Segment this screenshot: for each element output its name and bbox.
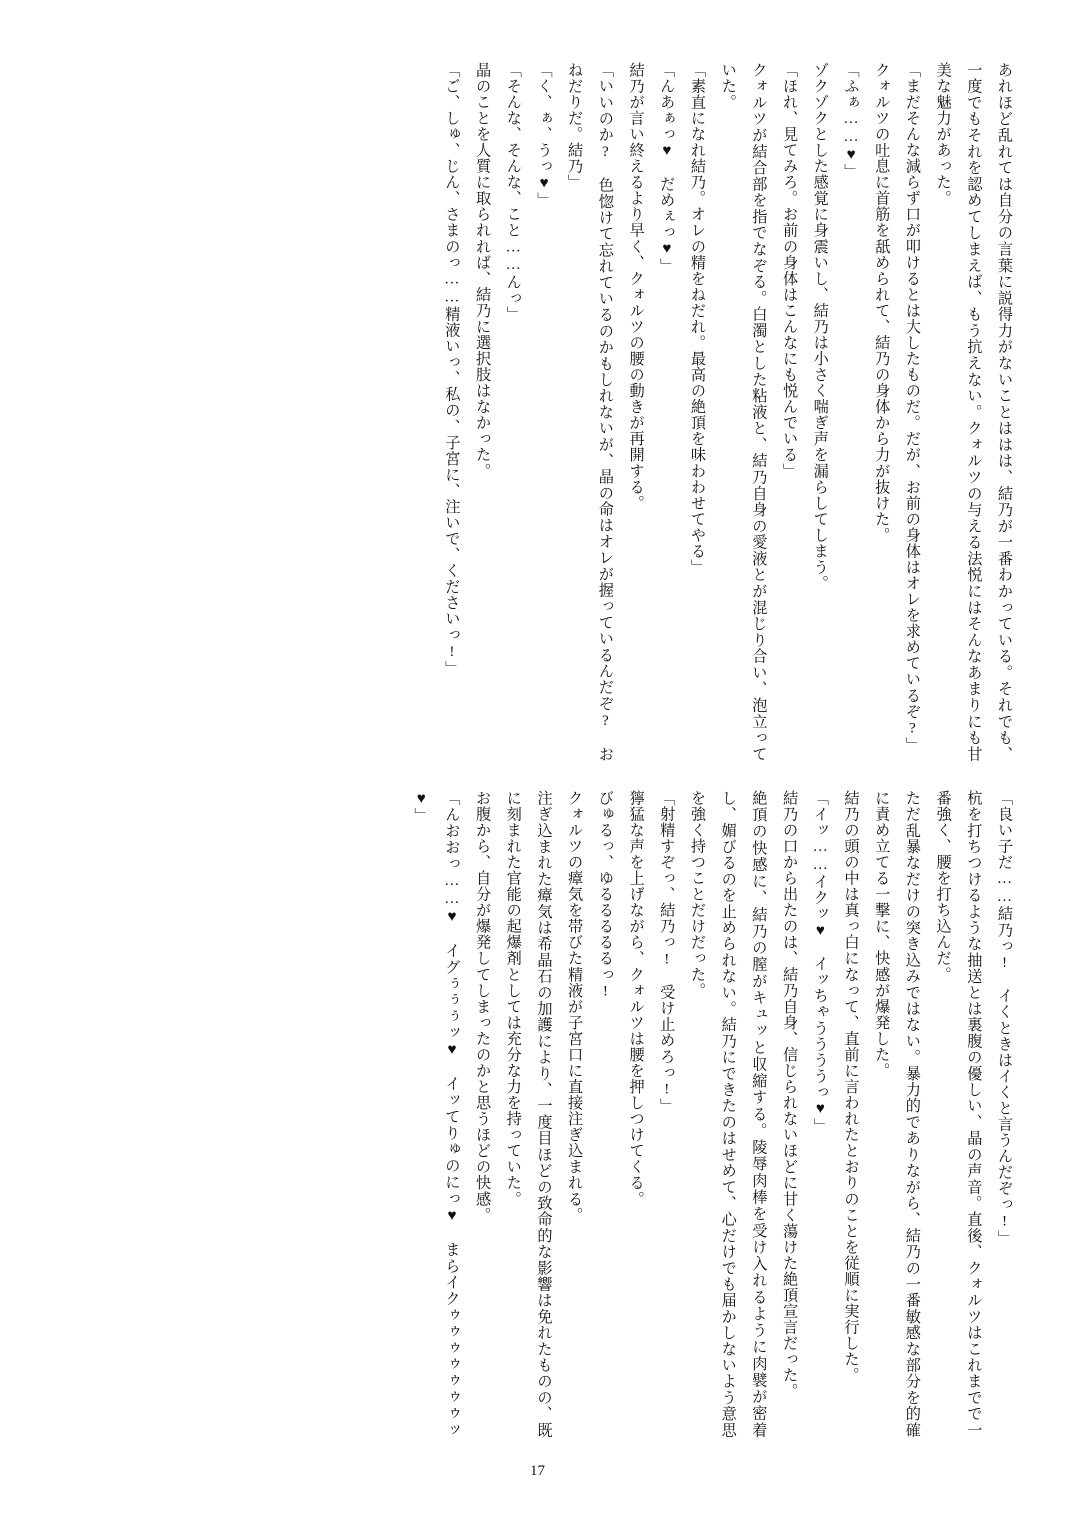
paragraph: クォルツの吐息に首筋を舐められて、結乃の身体から力が抜けた。 — [873, 62, 891, 544]
paragraph: 「まだそんな減らず口が叩けるとは大したものだ。だが、お前の身体はオレを求めているぞ?」 — [903, 62, 921, 754]
paragraph: ゾクゾクとした感覚に身震いし、結乃は小さく喘ぎ声を漏らしてしまう。 — [811, 62, 829, 592]
paragraph: ただ乱暴なだけの突き込みではない。暴力的でありながら、結乃の一番敏感な部分を的確に責め立てる一撃に、快感が爆発した。 — [873, 790, 921, 1438]
paragraph: 晶のことを人質に取られれば、結乃に選択肢はなかった。 — [474, 62, 492, 479]
paragraph: 結乃の口から出たのは、結乃自身、信じられないほどに甘く蕩けた絶頂宣言だった。 — [781, 790, 799, 1400]
paragraph: 結乃が言い終えるより早く、クォルツの腰の動きが再開する。 — [627, 62, 645, 512]
page-number: 17 — [530, 1463, 545, 1479]
paragraph: 「ふぁ……♥」 — [842, 62, 860, 180]
paragraph: 「いいのか? 色惚けて忘れているのかもしれないが、晶の命はオレが握っているんだぞ? おねだりだ。結乃」 — [566, 62, 614, 762]
paragraph: 「射精すぞっ、結乃っ! 受け止めろっ!」 — [658, 790, 676, 1115]
paragraph: 「そんな、そんな、こと……んっ」 — [504, 62, 522, 323]
paragraph: 注ぎ込まれた瘴気は希晶石の加護により、一度目ほどの致命的な影響は免れたものの、既に刻まれた官能の起爆剤としては充分な力を持っていた。 — [504, 790, 553, 1438]
paragraph: クォルツの瘴気を帯びた精液が子宮口に直接注ぎ込まれる。 — [566, 790, 584, 1223]
paragraph: 「んおおっ……♥ イグぅぅぅッ♥ イッてりゅのにっ♥ まらイクゥゥゥゥゥゥゥッ♥」 — [412, 790, 461, 1438]
paragraph: 「ほれ、見てみろ。お前の身体はこんなにも悦んでいる」 — [781, 62, 799, 479]
paragraph: 「素直になれ結乃。オレの精をねだれ。最高の絶頂を味わわせてやる」 — [688, 62, 706, 576]
paragraph: 杭を打ちつけるような抽送とは裏腹の優しい、晶の声音。直後、クォルツはこれまでで一番強く、腰を打ち込んだ。 — [934, 790, 983, 1438]
upper-text-column — [339, 62, 1019, 762]
paragraph: 「イッ……イクッ♥ イッちゃううううっ♥」 — [811, 790, 829, 1134]
paragraph: クォルツが結合部を指でなぞる。白濁とした粘液と、結乃自身の愛液とが混じり合い、泡立っていた。 — [719, 62, 768, 762]
lower-text-column — [339, 790, 1019, 1438]
paragraph: 「く、ぁ、うっ♥」 — [535, 62, 553, 209]
paragraph: 結乃の頭の中は真っ白になって、直前に言われたとおりのことを従順に実行した。 — [842, 790, 860, 1384]
paragraph: 「んあぁっ♥ だめぇっ♥」 — [658, 62, 676, 275]
paragraph: 獰猛な声を上げながら、クォルツは腰を押しつけてくる。 — [627, 790, 645, 1207]
paragraph: びゅるっ、ゆるるるるるっ! — [596, 790, 614, 1001]
paragraph: 「ご、しゅ、じん、さまのっ……精液いっ、私の、子宮に、注いで、くださいっ!」 — [443, 62, 461, 677]
paragraph: あれほど乱れては自分の言葉に説得力がないことははは、結乃が一番わかっている。それでも、一度でもそれを認めてしまえば、もう抗えない。クォルツの与える法悦にはそんなあまりにも甘美な魅力があった。 — [934, 62, 1013, 762]
paragraph: お腹から、自分が爆発してしまったのかと思うほどの快感。 — [474, 790, 492, 1223]
paragraph: 「良い子だ……結乃っ! イくときはイくと言うんだぞっ!」 — [996, 790, 1013, 1247]
paragraph: 絶頂の快感に、結乃の膣がキュッと収縮する。陵辱肉棒を受け入れるように肉襞が密着し、媚びるのを止められない。結乃にできたのはせめて、心だけでも届かしないよう意思を強く持つことだけだった。 — [688, 790, 768, 1438]
